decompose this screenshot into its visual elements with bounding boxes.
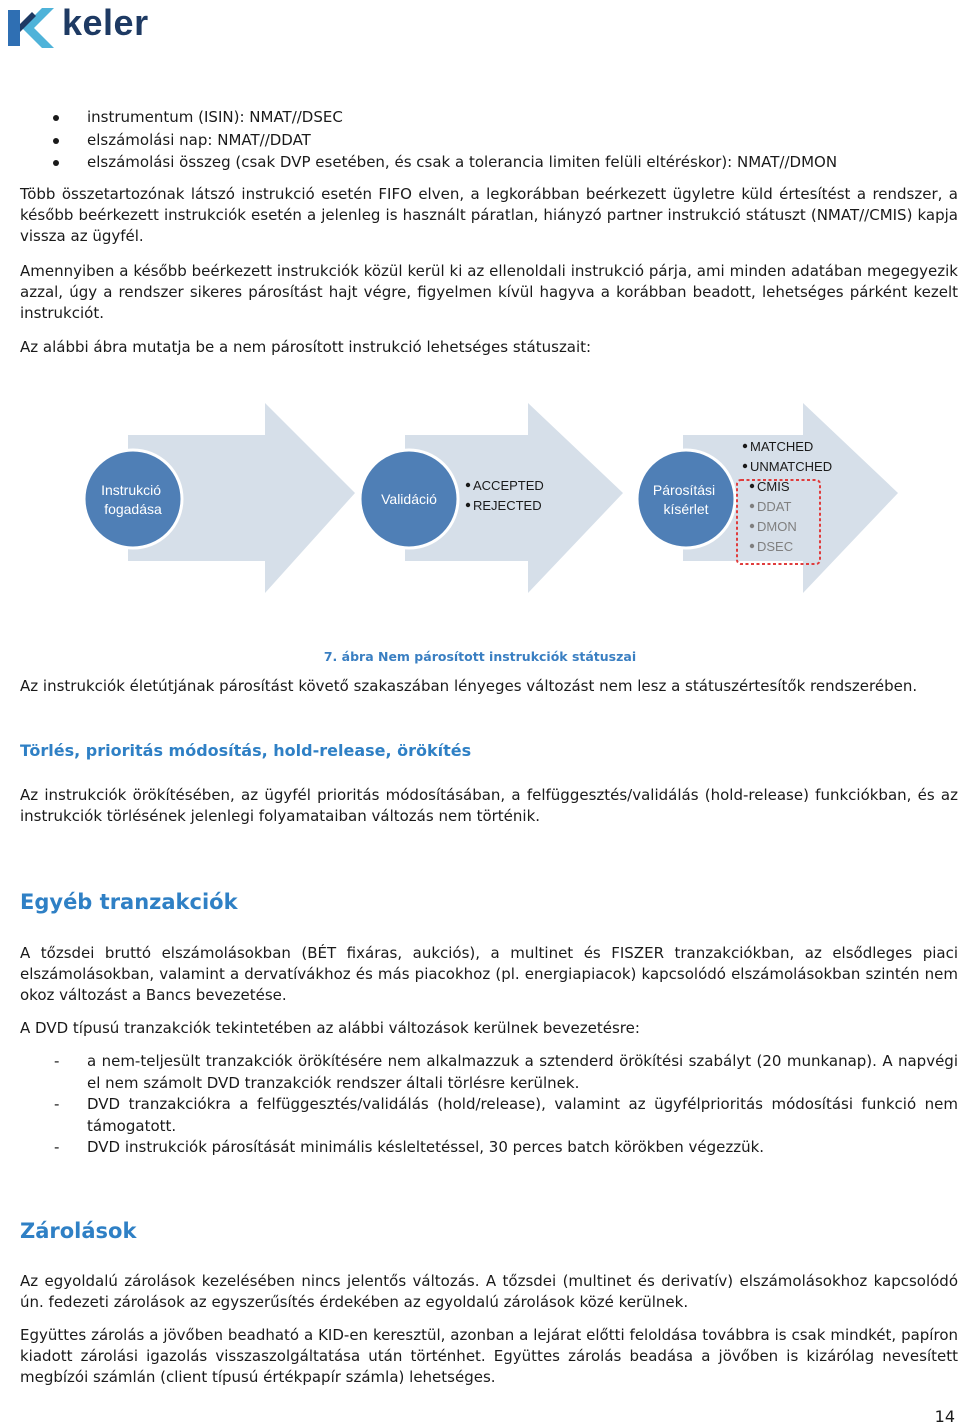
list-item: instrumentum (ISIN): NMAT//DSEC (20, 106, 958, 129)
list-item: - DVD instrukciók párosítását minimális késleltetéssel, 30 perces batch körökben végezzük. (54, 1138, 765, 1156)
paragraph-inheritance: Az instrukciók örökítésében, az ügyfél prioritás módosításában, a felfüggesztés/validálás (hold-release) funkciókban, és az instrukciók törlésének jelenlegi folyamataiban változás nem történik. (20, 786, 958, 825)
step-3-line-1: Párosítási (652, 482, 716, 498)
figure-caption: 7. ábra Nem párosított instrukciók státuszai (323, 649, 637, 664)
status-dmon: DMON (757, 519, 797, 534)
step-1-line-2: fogadása (104, 501, 162, 517)
list-item: - a nem-teljesült tranzakciók örökítésére nem alkalmazzuk a sztenderd örökítési szabályt (20 munkanap). A napvégi el nem számolt DVD tranzakciók rendszer általi törlésre kerülnek. (54, 1052, 958, 1092)
heading-torles: Törlés, prioritás módosítás, hold-release, örökítés (20, 741, 472, 760)
status-dsec: DSEC (757, 539, 794, 554)
paragraph-one-sided-blocks: Az egyoldalú zárolások kezelésében nincs jelentős változás. A tőzsdei (multinet és derivatív) elszámolásokhoz kapcsolódó ún. fedezeti zárolások az egyszerűsítés érdekében az egyoldalú zárolások közé kerülnek. (20, 1272, 958, 1311)
step-circle-instrukcio (84, 450, 182, 548)
step-3-line-2: kísérlet (663, 501, 709, 517)
paragraph-joint-blocks: Együttes zárolás a jövőben beadható a KID-en keresztül, azonban a lejárat előtti feloldása továbbra is csak mindkét, papíron kiadott zárolási igazolás visszaszolgáltatása után történhet. Együttes zárolás beadása a jövőben is kizárólag nevesített megbízói számlán (client típusú értékpapír számla) lehetséges. (20, 1326, 958, 1386)
paragraph-fifo: Több összetartozónak látszó instrukció esetén FIFO elven, a legkorábban beérkezett ügyletre küld értesítést a rendszer, a később beérkezett instrukciók esetén a jelenleg is használt páratlan, hiányzó partner instrukció státuszt (NMAT//CMIS) kapja vissza az ügyfél. (20, 185, 958, 245)
list-item: elszámolási nap: NMAT//DDAT (20, 129, 958, 152)
brand-name: keler (62, 2, 149, 43)
paragraph-lifecycle: Az instrukciók életútjának párosítást követő szakaszában lényeges változást nem lesz a státuszértesítők rendszerében. (20, 677, 918, 695)
paragraph-matching: Amennyiben a később beérkezett instrukciók közül kerül ki az ellenoldali instrukció párja, ami minden adatában megegyezik azzal, úgy a rendszer sikeres párosítást hajt végre, figyelmen kívül hagyva a korábban beadott, lehetséges párként kezelt instrukciót. (20, 262, 958, 322)
heading-egyeb-tranzakciok: Egyéb tranzakciók (20, 890, 238, 914)
paragraph-dvd-intro: A DVD típusú tranzakciók tekintetében az alábbi változások kerülnek bevezetésre: (20, 1019, 640, 1037)
isin-status-list (20, 106, 958, 174)
heading-zarolasok: Zárolások (20, 1219, 137, 1243)
status-unmatched: UNMATCHED (750, 459, 833, 474)
paragraph-figure-intro: Az alábbi ábra mutatja be a nem párosított instrukció lehetséges státuszait: (20, 338, 592, 356)
list-item: - DVD tranzakciókra a felfüggesztés/validálás (hold/release), valamint az ügyfélprioritás módosítási funkció nem támogatott. (54, 1095, 958, 1135)
status-accepted: ACCEPTED (473, 478, 544, 493)
step-circle-parositasi (637, 450, 735, 548)
status-ddat: DDAT (757, 499, 792, 514)
paragraph-stock-exchange: A tőzsdei bruttó elszámolásokban (BÉT fixáras, aukciós), a multinet és FISZER tranzakciókban, az elsődleges piaci elszámolásokban, valamint a dervatívákhoz és más piacokhoz (pl. energiapiacok) kapcsolódó elszámolásokban szintén nem okoz változást a Bancs bevezetése. (20, 944, 958, 1004)
keler-logo (6, 2, 156, 50)
list-item: elszámolási összeg (csak DVP esetében, és csak a tolerancia limiten felüli eltéréskor): NMAT//DMON (20, 151, 958, 174)
status-matched: MATCHED (750, 439, 814, 454)
keler-logo-mark (6, 6, 54, 50)
step-1-line-1: Instrukció (101, 482, 162, 498)
status-flow-diagram (0, 395, 960, 605)
dvd-changes-list (20, 1051, 958, 1159)
step-2-line-1: Validáció (381, 491, 437, 507)
status-rejected: REJECTED (473, 498, 542, 513)
status-cmis: CMIS (757, 479, 790, 494)
page-number: 14 (934, 1407, 955, 1426)
